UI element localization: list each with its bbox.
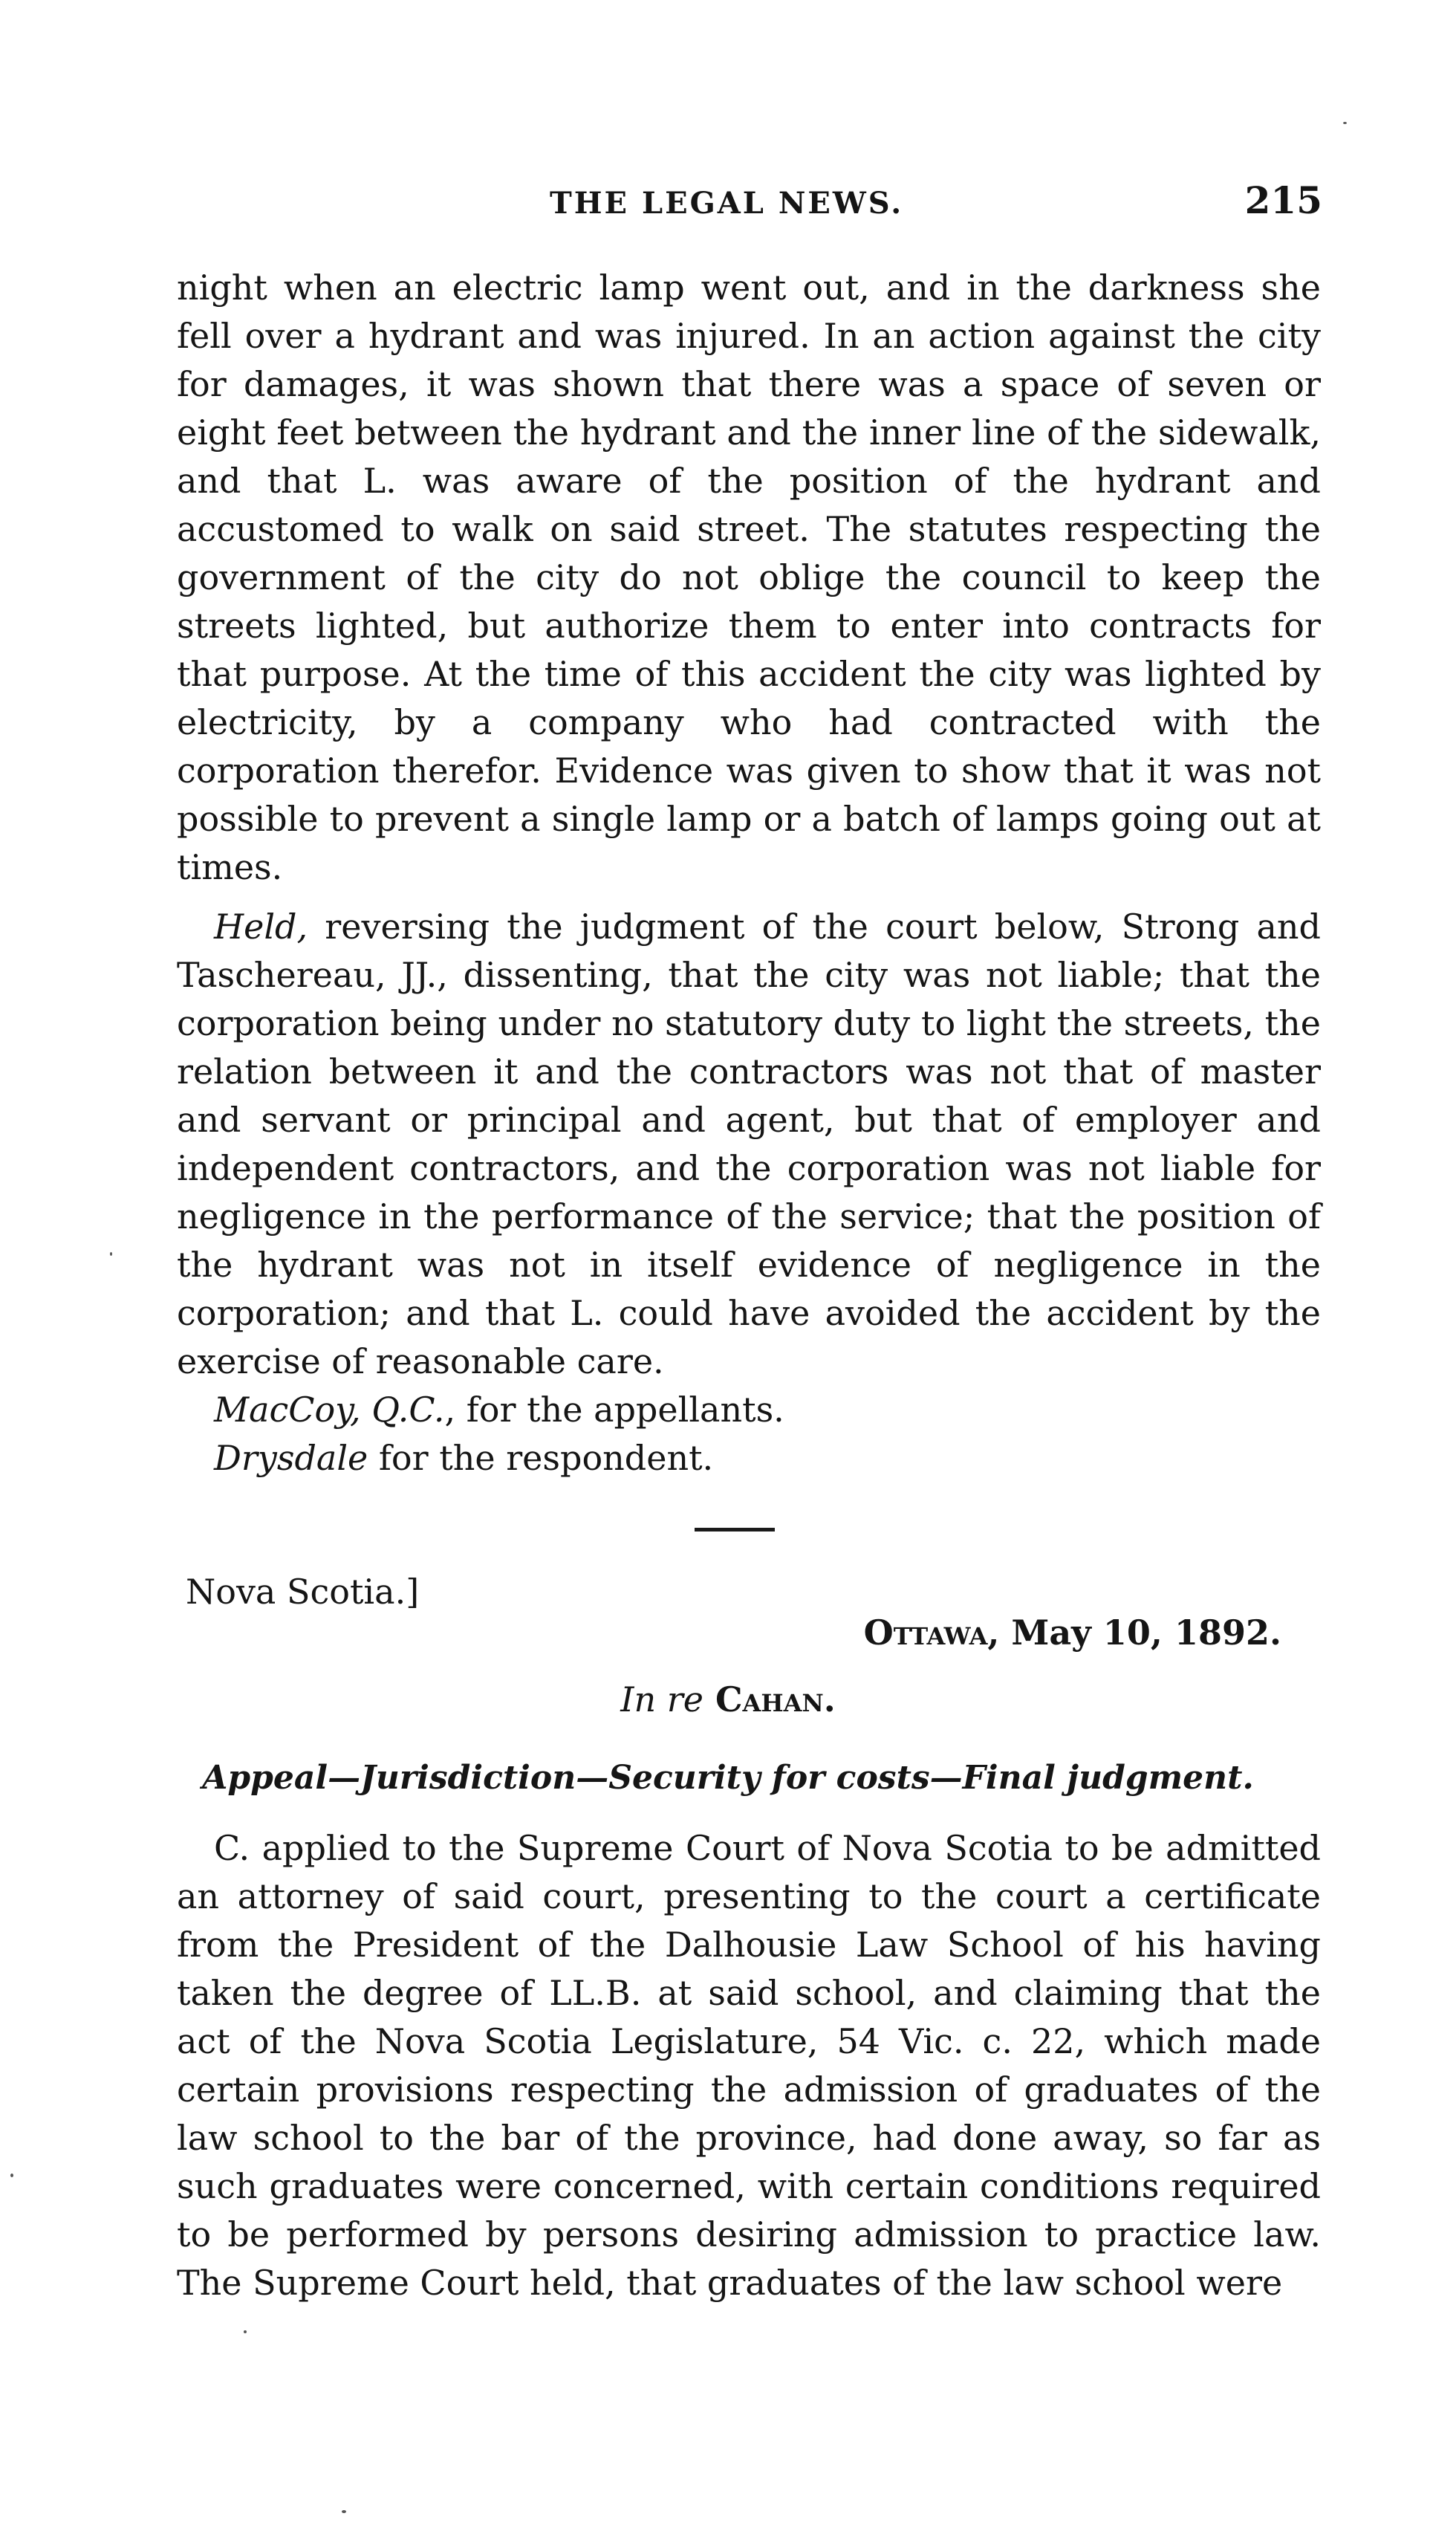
print-speck	[1343, 122, 1347, 124]
case-title-prefix: In re	[620, 1679, 703, 1719]
holding-label: Held,	[214, 907, 308, 947]
place-date	[864, 1609, 1281, 1657]
counsel-respondent-name: Drysdale	[214, 1438, 368, 1478]
case-title-name: Cahan.	[715, 1679, 836, 1719]
case-title	[0, 1676, 1456, 1724]
print-speck	[110, 1252, 112, 1256]
holding-text: reversing the judgment of the court below, Strong and Taschereau, JJ., dissenting, that the city was not liable; that the corporation being under no statutory duty to light the streets, the relation between it and the contractors was not that of master and servant or principal and agent, but that of employer and independent contractors, and the corporation was not liable for negligence in the performance of the service; that the position of the hydrant was not in itself evidence of negligence in the corporation; and that L. could have avoided the accident by the exercise of reasonable care.	[177, 907, 1321, 1381]
print-speck	[244, 2330, 247, 2333]
section-divider	[695, 1528, 775, 1531]
counsel-appellant-name: MacCoy, Q.C.	[214, 1390, 445, 1430]
place: Ottawa,	[863, 1612, 1000, 1653]
print-speck	[10, 2174, 13, 2177]
counsel-appellant	[214, 1386, 784, 1434]
date: May 10, 1892.	[999, 1612, 1281, 1653]
counsel-appellant-role: , for the appellants.	[444, 1390, 784, 1430]
first-case-facts: night when an electric lamp went out, and in the darkness she fell over a hydrant and was injured. In an action against the city for damages, it was shown that there was a space of seven or eight feet between the hydrant and the inner line of the sidewalk, and that L. was aware of the position of the hydrant and accustomed to walk on said street. The statutes respecting the government of the city do not oblige the council to keep the streets lighted, but authorize them to enter into contracts for that purpose. At the time of this accident the city was lighted by electricity, by a company who had contracted with the corporation therefor. Evidence was given to show that it was not possible to prevent a single lamp or a batch of lamps going out at times.	[177, 268, 1321, 887]
counsel-respondent	[214, 1434, 713, 1482]
second-case-facts: C. applied to the Supreme Court of Nova Scotia to be admitted an attorney of said court, presenting to the court a certificate from the President of the Dalhousie Law School of his having taken the degree of LL.B. at said school, and claiming that the act of the Nova Scotia Legislature, 54 Vic. c. 22, which made certain provisions respecting the admission of graduates of the law school to the bar of the province, had done away, so far as such graduates were concerned, with certain conditions required to be performed by persons desiring admission to practice law. The Supreme Court held, that graduates of the law school were	[177, 1828, 1321, 2303]
case-subject: Appeal—Jurisdiction—Security for costs—Final judgment.	[202, 1759, 1254, 1797]
first-case-holding	[177, 903, 1321, 1386]
running-head	[178, 178, 1322, 230]
print-speck	[342, 2510, 346, 2513]
counsel-respondent-role: for the respondent.	[368, 1438, 714, 1478]
page-number: 215	[1244, 178, 1322, 222]
province-label: Nova Scotia.]	[186, 1572, 420, 1612]
running-title: THE LEGAL NEWS.	[550, 186, 904, 221]
